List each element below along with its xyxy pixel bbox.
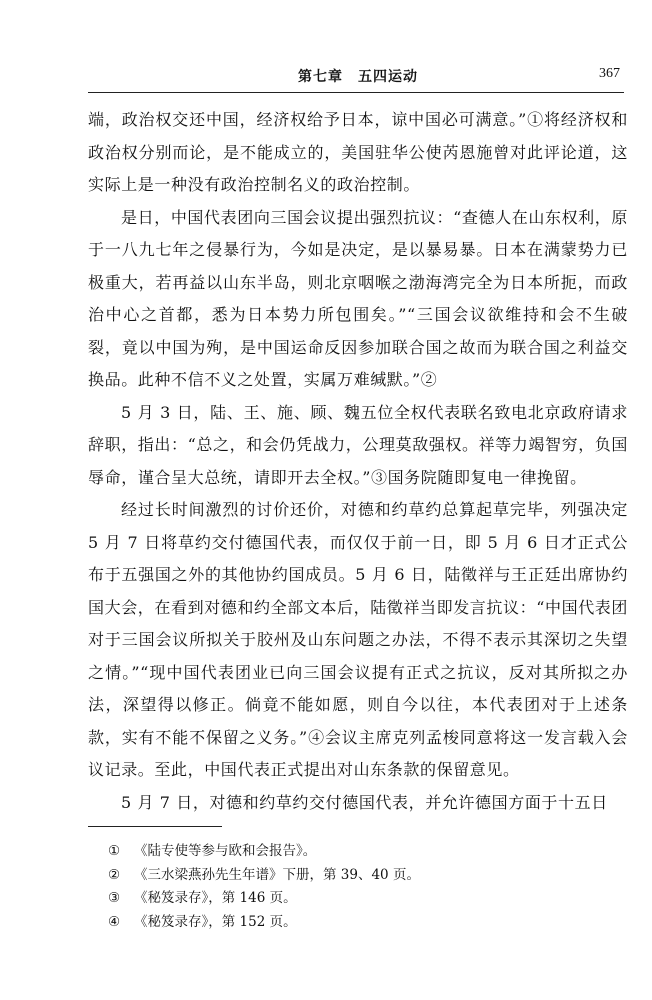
paragraph-continuation: 端，政治权交还中国，经济权给予日本，谅中国必可满意。”①将经济权和政治权分别而论，是不能成立的，美国驻华公使芮恩施曾对此评论道，这实际上是一种没有政治控制名义的政治控制。: [88, 110, 628, 194]
footnote-mark: ④: [108, 913, 121, 930]
footnote-text: 《陆专使等参与欧和会报告》。: [134, 843, 317, 859]
paragraph-negotiation: 经过长时间激烈的讨价还价，对德和约草约总算起草完毕，列强决定 5 月 7 日将草约交付德国代表，而仅仅于前一日，即 5 月 6 日才正式公布于五强国之外的其他协约国成员。5 月 6 日，陆徵祥与王正廷出席协约国大会，在看到对德和约全部文本后，陆徵祥当即发言抗议：“中国代表团对于三国会议所拟关于胶州及山东问题之办法，不得不表示其深切之失望之情。”“现中国代表团业已向三国会议提有正式之抗议，反对其所拟之办法，深望得以修正。倘竟不能如愿，则自今以往，本代表团对于上述条款，实有不能不保留之义务。”④会议主席克列孟梭同意将这一发言载入会议记录。至此，中国代表正式提出对山东条款的保留意见。: [88, 500, 628, 779]
footnote-item: [108, 840, 608, 864]
footnote-item: [108, 911, 608, 935]
body-text: [88, 104, 628, 819]
header-rule: [88, 92, 624, 93]
footnote-item: [108, 887, 608, 911]
paragraph-protest: 是日，中国代表团向三国会议提出强烈抗议：“查德人在山东权利，原于一八九七年之侵暴行为，今如是决定，是以暴易暴。日本在满蒙势力已极重大，若再益以山东半岛，则北京咽喉之渤海湾完全为日本所扼，而政治中心之首都，悉为日本势力所包围矣。”“三国会议欲维持和会不生破裂，竟以中国为殉，是中国运命反因参加联合国之故而为联合国之利益交换品。此种不信不义之处置，实属万难缄默。”②: [88, 207, 628, 389]
footnote-text: 《三水梁燕孙先生年谱》下册，第 39、40 页。: [134, 866, 420, 883]
footnote-text: 《秘笈录存》，第 146 页。: [134, 890, 297, 906]
running-header: [88, 66, 628, 92]
page-number: 367: [599, 66, 620, 81]
chapter-title: 第七章 五四运动: [298, 69, 418, 85]
footnote-mark: ②: [108, 866, 121, 883]
footnote-rule: [88, 826, 222, 827]
footnote-item: [108, 864, 608, 888]
footnote-list: [108, 840, 608, 934]
footnote-mark: ③: [108, 890, 121, 906]
footnote-mark: ①: [108, 843, 121, 859]
footnote-text: 《秘笈录存》，第 152 页。: [134, 913, 297, 930]
paragraph-resignation: 5 月 3 日，陆、王、施、顾、魏五位全权代表联名致电北京政府请求辞职，指出：“总之，和会仍凭战力，公理莫敌强权。祥等力竭智穷，负国辱命，谨合呈大总统，请即开去全权。”③国务院随即复电一律挽留。: [88, 402, 628, 487]
paragraph-may-seventh: 5 月 7 日，对德和约草约交付德国代表，并允许德国方面于十五日: [121, 792, 608, 812]
